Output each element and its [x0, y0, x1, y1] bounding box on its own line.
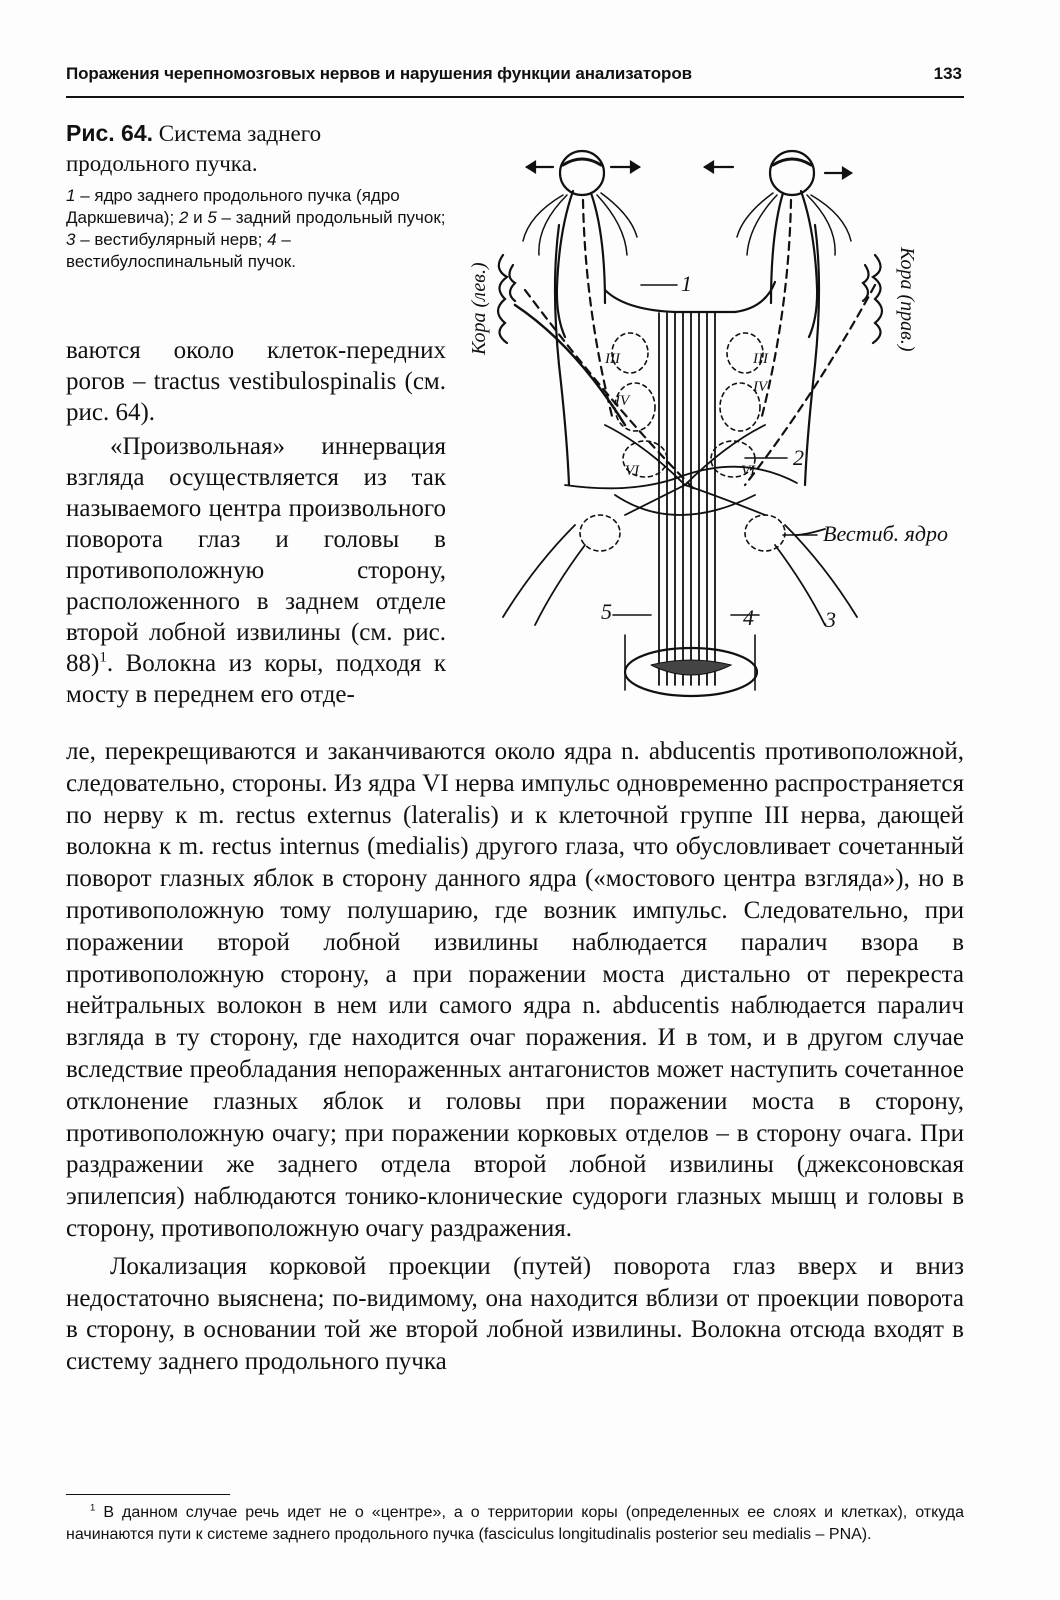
body-paragraph-1: ле, перекрещиваются и заканчиваются около ядра n. abducentis противоположной, следовательно, стороны. Из ядра VI нерва импульс одновременно распространяется по нерву к m. rectus externus (lateralis) и к клеточной группе III нерва, дающей волокна к m. rectus internus (medialis) другого глаза, что обусловливает сочетанный поворот глазных яблок в сторону данного ядра («мостового центра взгляда»), но в противоположную тому полушарию, где возник импульс. Следовательно, при поражении второй лобной извилины наблюдается паралич взора в противоположную сторону, а при поражении моста дистально от перекреста нейтральных волокон в нем или самого ядра n. abducentis наблюдается паралич взгляда в ту сторону, где находится очаг поражения. И в том, и в другом случае вследствие преобладания непораженных антагонистов может наступить сочетанное отклонение глазных яблок и головы при поражении моста в сторону, противоположную очагу; при поражении корковых отделов – в сторону очага. При раздражении же заднего отдела второй лобной извилины (джексоновская эпилепсия) наблюдаются тонико-клонические судороги глазных мышц и головы в сторону, противоположную очагу раздражения.: [66, 738, 964, 1242]
label-cortex-right: Кора (прав.): [896, 247, 918, 352]
gaze-arrows: [527, 162, 851, 178]
label-2: 2: [793, 445, 804, 470]
main-body-text: [66, 736, 964, 1378]
left-outer-limb: [555, 225, 569, 485]
mlf-diagram: [455, 125, 965, 715]
footnote-divider: [66, 1494, 230, 1495]
legend-text-1: – ядро заднего продольного пучка (ядро Даркшевича);: [66, 186, 400, 227]
mlf-bundle: [659, 313, 715, 685]
right-eye: [737, 151, 851, 337]
caption-title-text: Система заднего продольного пучка.: [66, 121, 322, 176]
footnote-marker: 1: [90, 1502, 96, 1514]
legend-num-4: 4: [267, 230, 277, 249]
legend-num-5: 5: [207, 208, 217, 227]
legend-text-4: – вестибулоспинальный пучок.: [66, 230, 296, 271]
label-cortex-left: Кора (лев.): [468, 262, 490, 355]
footnote-ref: 1: [99, 649, 107, 666]
footnote-text: В данном случае речь идет не о «центре», а о территории коры (определенных ее слоях и клетках), откуда начинаются пути к системе заднего продольного пучка (fasciculus longitudinalis posterior seu medialis – PNA).: [66, 1504, 964, 1543]
label-IV-right: IV: [753, 379, 768, 395]
label-VI-right: VI: [741, 463, 756, 479]
label-1: 1: [681, 271, 692, 296]
label-IV-left: IV: [615, 393, 630, 409]
legend-num-1: 1: [66, 186, 76, 205]
body-paragraph-2: Локализация корковой проекции (путей) поворота глаз вверх и вниз недостаточно выяснена; по-видимому, она находится вблизи от проекции поворота в сторону, в основании той же второй лобной извилины. Волокна отсюда входят в систему заднего продольного пучка: [66, 1252, 964, 1376]
legend-num-3: 3: [66, 230, 76, 249]
label-vestibular-nucleus: Вестиб. ядро: [823, 521, 948, 546]
label-III-left: III: [605, 351, 620, 367]
legend-text-3: – вестибулярный нерв;: [75, 230, 268, 249]
left-eye: [523, 151, 637, 337]
label-5: 5: [601, 599, 612, 624]
running-header: [66, 62, 964, 98]
side-paragraph-2: [66, 431, 446, 710]
side-paragraph-2-body: «Произвольная» иннервация взгляда осуществляется из так называемого центра произвольного поворота глаз и головы в противоположную сторону, расположенного в заднем отделе второй лобной извилины (см. рис. 88): [66, 433, 446, 677]
caption-title: [66, 118, 446, 179]
legend-num-2: 2: [178, 208, 189, 227]
right-outer-limb: [805, 225, 819, 485]
side-paragraph-2-end: . Волокна из коры, подходя к мосту в переднем его отде-: [66, 650, 446, 708]
side-column-text: [66, 335, 446, 710]
label-3: 3: [825, 607, 836, 632]
running-title: Поражения черепномозговых нервов и нарушения функции анализаторов: [66, 64, 692, 83]
figure-caption: [66, 118, 446, 273]
page-number: 133: [933, 64, 962, 83]
cortex-left: [498, 255, 625, 425]
dashed-pathways: [525, 200, 875, 490]
caption-legend: [66, 185, 446, 273]
legend-text-2: и: [188, 208, 208, 227]
footnote: [66, 1502, 964, 1546]
label-VI-left: VI: [625, 463, 640, 479]
caption-label: Рис. 64.: [66, 120, 154, 146]
label-4: 4: [743, 605, 754, 630]
label-III-right: III: [753, 351, 768, 367]
legend-text-5: – задний продольный пучок;: [216, 208, 446, 227]
side-paragraph-1: ваются около клеток-передних рогов – tractus vestibulospinalis (см. рис. 64).: [66, 337, 446, 426]
cortex-right: [863, 255, 882, 343]
